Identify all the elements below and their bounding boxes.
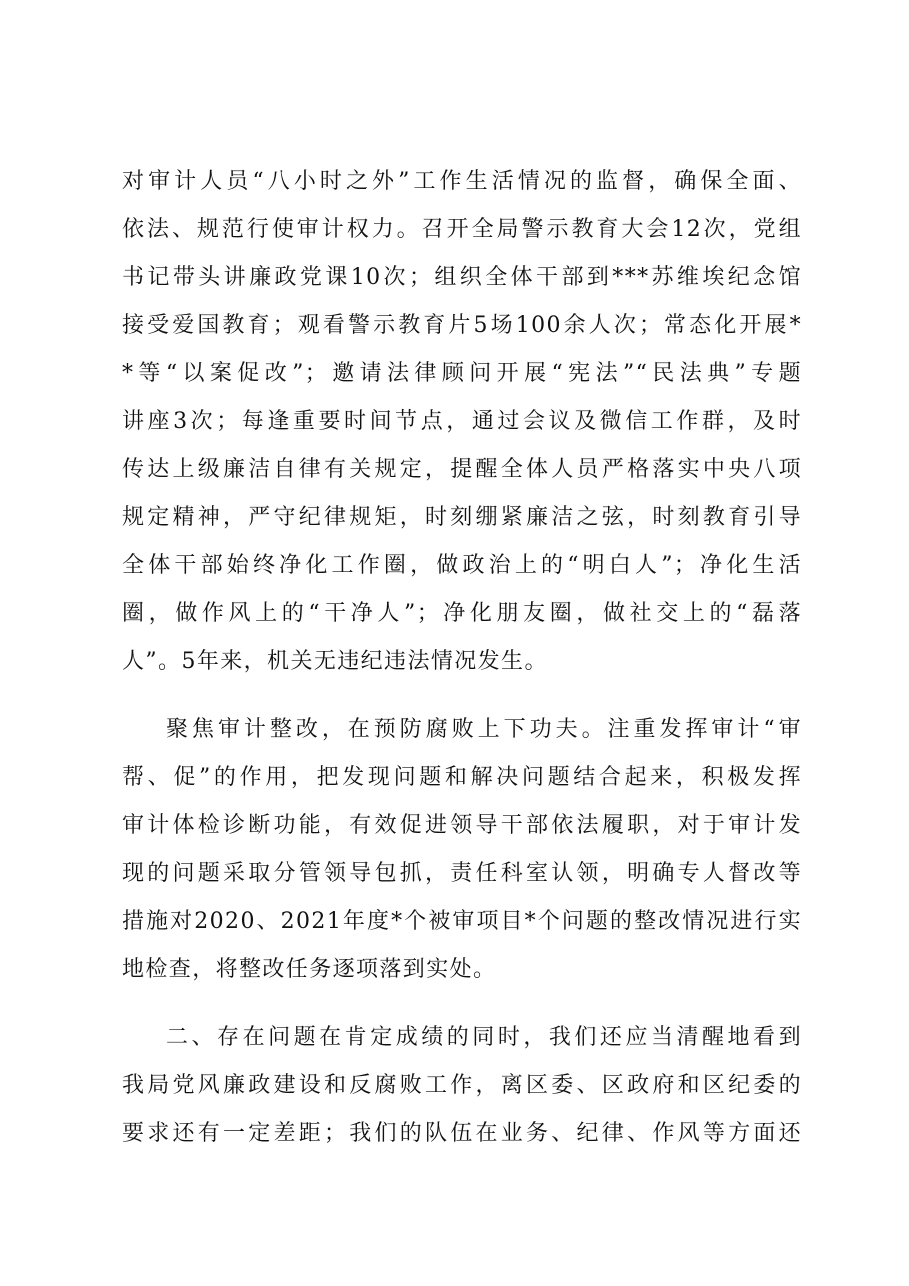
text-line: 书记带头讲廉政党课10次；组织全体干部到***苏维埃纪念馆 [122,265,802,290]
text-line: 我局党风廉政建设和反腐败工作，离区委、区政府和区纪委的 [122,1073,802,1098]
text-line: 地检查，将整改任务逐项落到实处。 [122,957,497,982]
text-line: 帮、促”的作用，把发现问题和解决问题结合起来，积极发挥 [122,765,802,790]
text-line: 传达上级廉洁自律有关规定，提醒全体人员严格落实中央八项 [122,457,802,482]
paragraph-audit-rectification [122,706,802,994]
paragraph-existing-problems [122,1014,802,1158]
text-line: 审计体检诊断功能，有效促进领导干部依法履职，对于审计发 [122,813,802,838]
text-line: 二、存在问题在肯定成绩的同时，我们还应当清醒地看到 [166,1025,802,1050]
text-line: 讲座3次；每逢重要时间节点，通过会议及微信工作群，及时 [122,409,802,434]
paragraph-supervision [122,158,802,686]
text-line: 对审计人员“八小时之外”工作生活情况的监督，确保全面、 [122,169,802,194]
text-line: 规定精神，严守纪律规矩，时刻绷紧廉洁之弦，时刻教育引导 [122,505,802,530]
text-line: 全体干部始终净化工作圈，做政治上的“明白人”；净化生活 [122,553,802,578]
text-line: *等“以案促改”；邀请法律顾问开展“宪法”“民法典”专题 [122,361,802,386]
text-line: 措施对2020、2021年度*个被审项目*个问题的整改情况进行实 [122,909,802,934]
text-line: 圈，做作风上的“干净人”；净化朋友圈，做社交上的“磊落 [122,601,802,626]
text-line: 依法、规范行使审计权力。召开全局警示教育大会12次，党组 [122,217,802,242]
text-line: 要求还有一定差距；我们的队伍在业务、纪律、作风等方面还 [122,1121,802,1146]
document-body [122,158,802,1158]
text-line: 聚焦审计整改，在预防腐败上下功夫。注重发挥审计“审 [166,717,802,742]
text-line: 人”。5年来，机关无违纪违法情况发生。 [122,649,548,674]
text-line: 接受爱国教育；观看警示教育片5场100余人次；常态化开展* [122,313,802,338]
text-line: 现的问题采取分管领导包抓，责任科室认领，明确专人督改等 [122,861,802,886]
